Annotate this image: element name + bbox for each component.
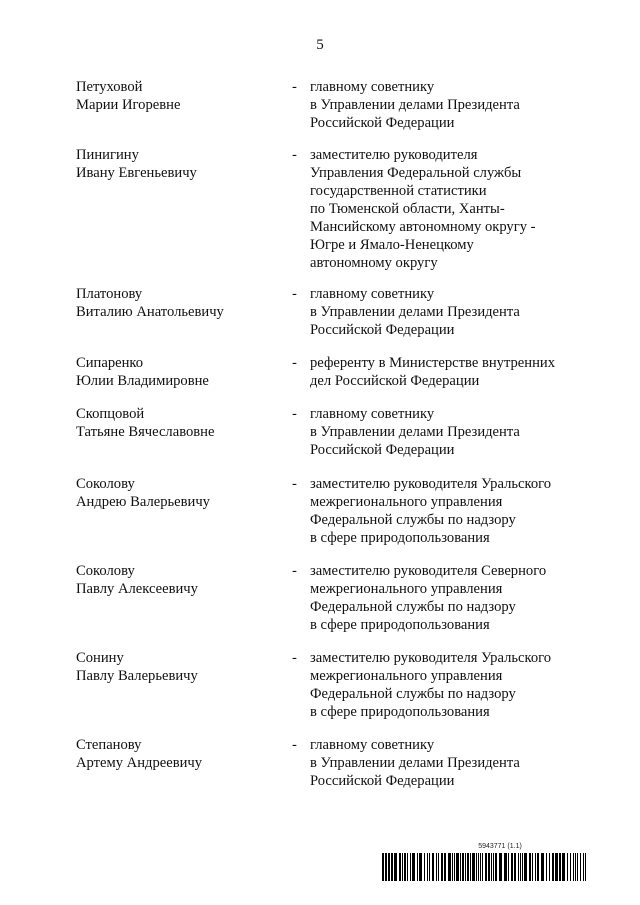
person-name	[76, 78, 276, 114]
surname: Соколову	[76, 563, 135, 579]
given-names: Андрею Валерьевичу	[76, 494, 210, 510]
position-line: Федеральной службы по надзору	[310, 512, 516, 528]
given-names: Марии Игоревне	[76, 97, 181, 113]
surname: Пинигину	[76, 147, 139, 163]
position-title	[310, 649, 580, 721]
given-names: Юлии Владимировне	[76, 373, 209, 389]
position-line: Российской Федерации	[310, 322, 455, 338]
surname: Сипаренко	[76, 355, 144, 371]
person-name	[76, 475, 276, 511]
dash-separator: -	[292, 737, 297, 753]
position-line: главному советнику	[310, 406, 435, 422]
dash-separator: -	[292, 650, 297, 666]
surname: Платонову	[76, 286, 143, 302]
position-title	[310, 562, 580, 634]
dash-separator: -	[292, 286, 297, 302]
person-name	[76, 562, 276, 598]
person-name	[76, 405, 276, 441]
position-title	[310, 405, 580, 459]
position-line: Российской Федерации	[310, 115, 455, 131]
position-line: заместителю руководителя Уральского	[310, 650, 552, 666]
position-line: Мансийскому автономному округу -	[310, 219, 536, 235]
position-line: межрегионального управления	[310, 581, 503, 597]
position-line: по Тюменской области, Ханты-	[310, 201, 505, 217]
surname: Степанову	[76, 737, 142, 753]
position-line: в сфере природопользования	[310, 704, 490, 720]
person-name	[76, 285, 276, 321]
given-names: Ивану Евгеньевичу	[76, 165, 197, 181]
position-line: в Управлении делами Президента	[310, 755, 520, 771]
dash-separator: -	[292, 147, 297, 163]
person-name	[76, 146, 276, 182]
given-names: Татьяне Вячеславовне	[76, 424, 215, 440]
given-names: Артему Андреевичу	[76, 755, 203, 771]
position-title	[310, 354, 580, 390]
surname: Соколову	[76, 476, 135, 492]
position-line: Югре и Ямало-Ненецкому	[310, 237, 474, 253]
position-line: Федеральной службы по надзору	[310, 686, 516, 702]
position-line: главному советнику	[310, 79, 435, 95]
position-title	[310, 285, 580, 339]
position-line: Российской Федерации	[310, 773, 455, 789]
position-line: заместителю руководителя	[310, 147, 478, 163]
position-line: заместителю руководителя Северного	[310, 563, 547, 579]
position-title	[310, 736, 580, 790]
dash-separator: -	[292, 355, 297, 371]
position-line: заместителю руководителя Уральского	[310, 476, 552, 492]
surname: Петуховой	[76, 79, 143, 95]
position-line: в сфере природопользования	[310, 617, 490, 633]
position-line: главному советнику	[310, 737, 435, 753]
given-names: Павлу Валерьевичу	[76, 668, 198, 684]
position-line: дел Российской Федерации	[310, 373, 480, 389]
position-title	[310, 475, 580, 547]
position-line: государственной статистики	[310, 183, 487, 199]
position-line: в Управлении делами Президента	[310, 424, 520, 440]
page-number: 5	[316, 37, 324, 53]
given-names: Виталию Анатольевичу	[76, 304, 224, 320]
barcode-image	[381, 853, 589, 881]
barcode-caption: 5943771 (1.1)	[478, 843, 522, 850]
position-line: Управления Федеральной службы	[310, 165, 522, 181]
person-name	[76, 649, 276, 685]
dash-separator: -	[292, 563, 297, 579]
person-name	[76, 736, 276, 772]
position-line: Федеральной службы по надзору	[310, 599, 516, 615]
person-name	[76, 354, 276, 390]
surname: Скопцовой	[76, 406, 145, 422]
surname: Сонину	[76, 650, 124, 666]
dash-separator: -	[292, 406, 297, 422]
dash-separator: -	[292, 79, 297, 95]
position-title	[310, 78, 580, 132]
dash-separator: -	[292, 476, 297, 492]
position-line: в Управлении делами Президента	[310, 304, 520, 320]
position-title	[310, 146, 580, 272]
position-line: референту в Министерстве внутренних	[310, 355, 556, 371]
position-line: автономному округу	[310, 255, 438, 271]
given-names: Павлу Алексеевичу	[76, 581, 198, 597]
position-line: межрегионального управления	[310, 494, 503, 510]
position-line: Российской Федерации	[310, 442, 455, 458]
position-line: в сфере природопользования	[310, 530, 490, 546]
position-line: межрегионального управления	[310, 668, 503, 684]
document-barcode	[381, 843, 589, 881]
position-line: в Управлении делами Президента	[310, 97, 520, 113]
position-line: главному советнику	[310, 286, 435, 302]
